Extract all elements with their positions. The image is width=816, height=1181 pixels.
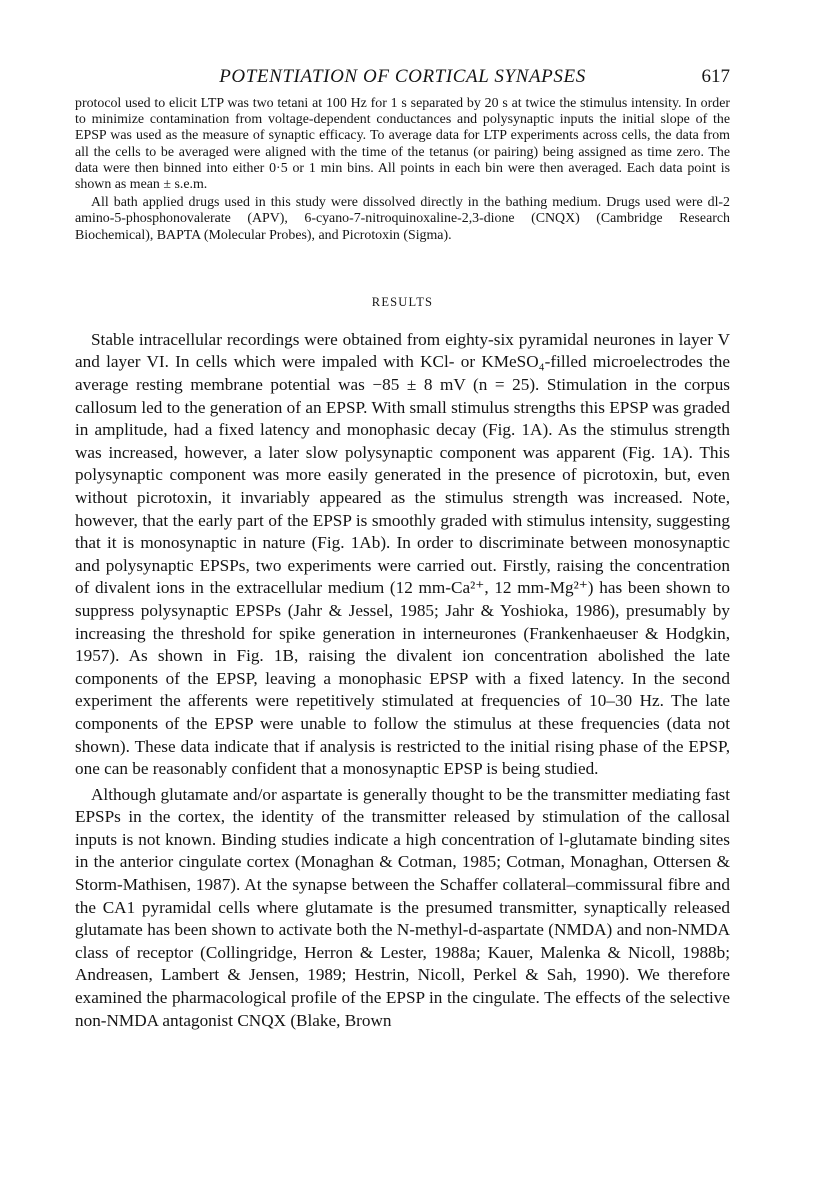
page	[75, 66, 730, 1032]
methods-section	[75, 96, 730, 244]
methods-paragraph-1: protocol used to elicit LTP was two tetani at 100 Hz for 1 s separated by 20 s at twice the stimulus intensity. In order to minimize contamination from voltage-dependent conductances and polysynaptic inputs the initial slope of the EPSP was used as the measure of synaptic efficacy. To average data for LTP experiments across cells, the data from all the cells to be averaged were aligned with the time of the tetanus (or pairing) being assigned as time zero. The data were then binned into either 0·5 or 1 min bins. All points in each bin were then averaged. Each data point is shown as mean ± s.e.m.	[75, 96, 730, 193]
results-paragraph-1: Stable intracellular recordings were obtained from eighty-six pyramidal neurones in layer V and layer VI. In cells which were impaled with KCl- or KMeSO₄-filled microelectrodes the average resting membrane potential was −85 ± 8 mV (n = 25). Stimulation in the corpus callosum led to the generation of an EPSP. With small stimulus strengths this EPSP was graded in amplitude, had a fixed latency and monophasic decay (Fig. 1A). As the stimulus strength was increased, however, a later slow polysynaptic component was apparent (Fig. 1A). This polysynaptic component was more easily generated in the presence of picrotoxin, but, even without picrotoxin, it invariably appeared as the stimulus strength was increased. Note, however, that the early part of the EPSP is smoothly graded with stimulus intensity, suggesting that it is monosynaptic in nature (Fig. 1Ab). In order to discriminate between monosynaptic and polysynaptic EPSPs, two experiments were carried out. Firstly, raising the concentration of divalent ions in the extracellular medium (12 mm-Ca²⁺, 12 mm-Mg²⁺) has been shown to suppress polysynaptic EPSPs (Jahr & Jessel, 1985; Jahr & Yoshioka, 1986), presumably by increasing the threshold for spike generation in interneurones (Frankenhaeuser & Hodgkin, 1957). As shown in Fig. 1B, raising the divalent ion concentration abolished the late components of the EPSP, leaving a monophasic EPSP with a fixed latency. In the second experiment the afferents were repetitively stimulated at frequencies of 10–30 Hz. The late components of the EPSP were unable to follow the stimulus at these frequencies (data not shown). These data indicate that if analysis is restricted to the initial rising phase of the EPSP, one can be reasonably confident that a monosynaptic EPSP is being studied.	[75, 329, 730, 779]
running-header	[75, 66, 730, 96]
results-section	[75, 329, 730, 1032]
results-paragraph-2: Although glutamate and/or aspartate is generally thought to be the transmitter mediating fast EPSPs in the cortex, the identity of the transmitter released by stimulation of the callosal inputs is not known. Binding studies indicate a high concentration of l-glutamate binding sites in the anterior cingulate cortex (Monaghan & Cotman, 1985; Cotman, Monaghan, Ottersen & Storm-Mathisen, 1987). At the synapse between the Schaffer collateral–commissural fibre and the CA1 pyramidal cells where glutamate is the presumed transmitter, synaptically released glutamate has been shown to activate both the N-methyl-d-aspartate (NMDA) and non-NMDA class of receptor (Collingridge, Herron & Lester, 1988a; Kauer, Malenka & Nicoll, 1988b; Andreasen, Lambert & Jensen, 1989; Hestrin, Nicoll, Perkel & Sah, 1990). We therefore examined the pharmacological profile of the EPSP in the cingulate. The effects of the selective non-NMDA antagonist CNQX (Blake, Brown	[75, 784, 730, 1030]
methods-paragraph-2: All bath applied drugs used in this study were dissolved directly in the bathing medium. Drugs used were dl-2 amino-5-phosphonovalerate (APV), 6-cyano-7-nitroquinoxaline-2,3-dione (CNQX) (Cambridge Research Biochemical), BAPTA (Molecular Probes), and Picrotoxin (Sigma).	[75, 195, 730, 243]
page-number: 617	[701, 66, 730, 87]
running-title: POTENTIATION OF CORTICAL SYNAPSES	[219, 66, 586, 87]
results-heading: RESULTS	[371, 294, 434, 309]
